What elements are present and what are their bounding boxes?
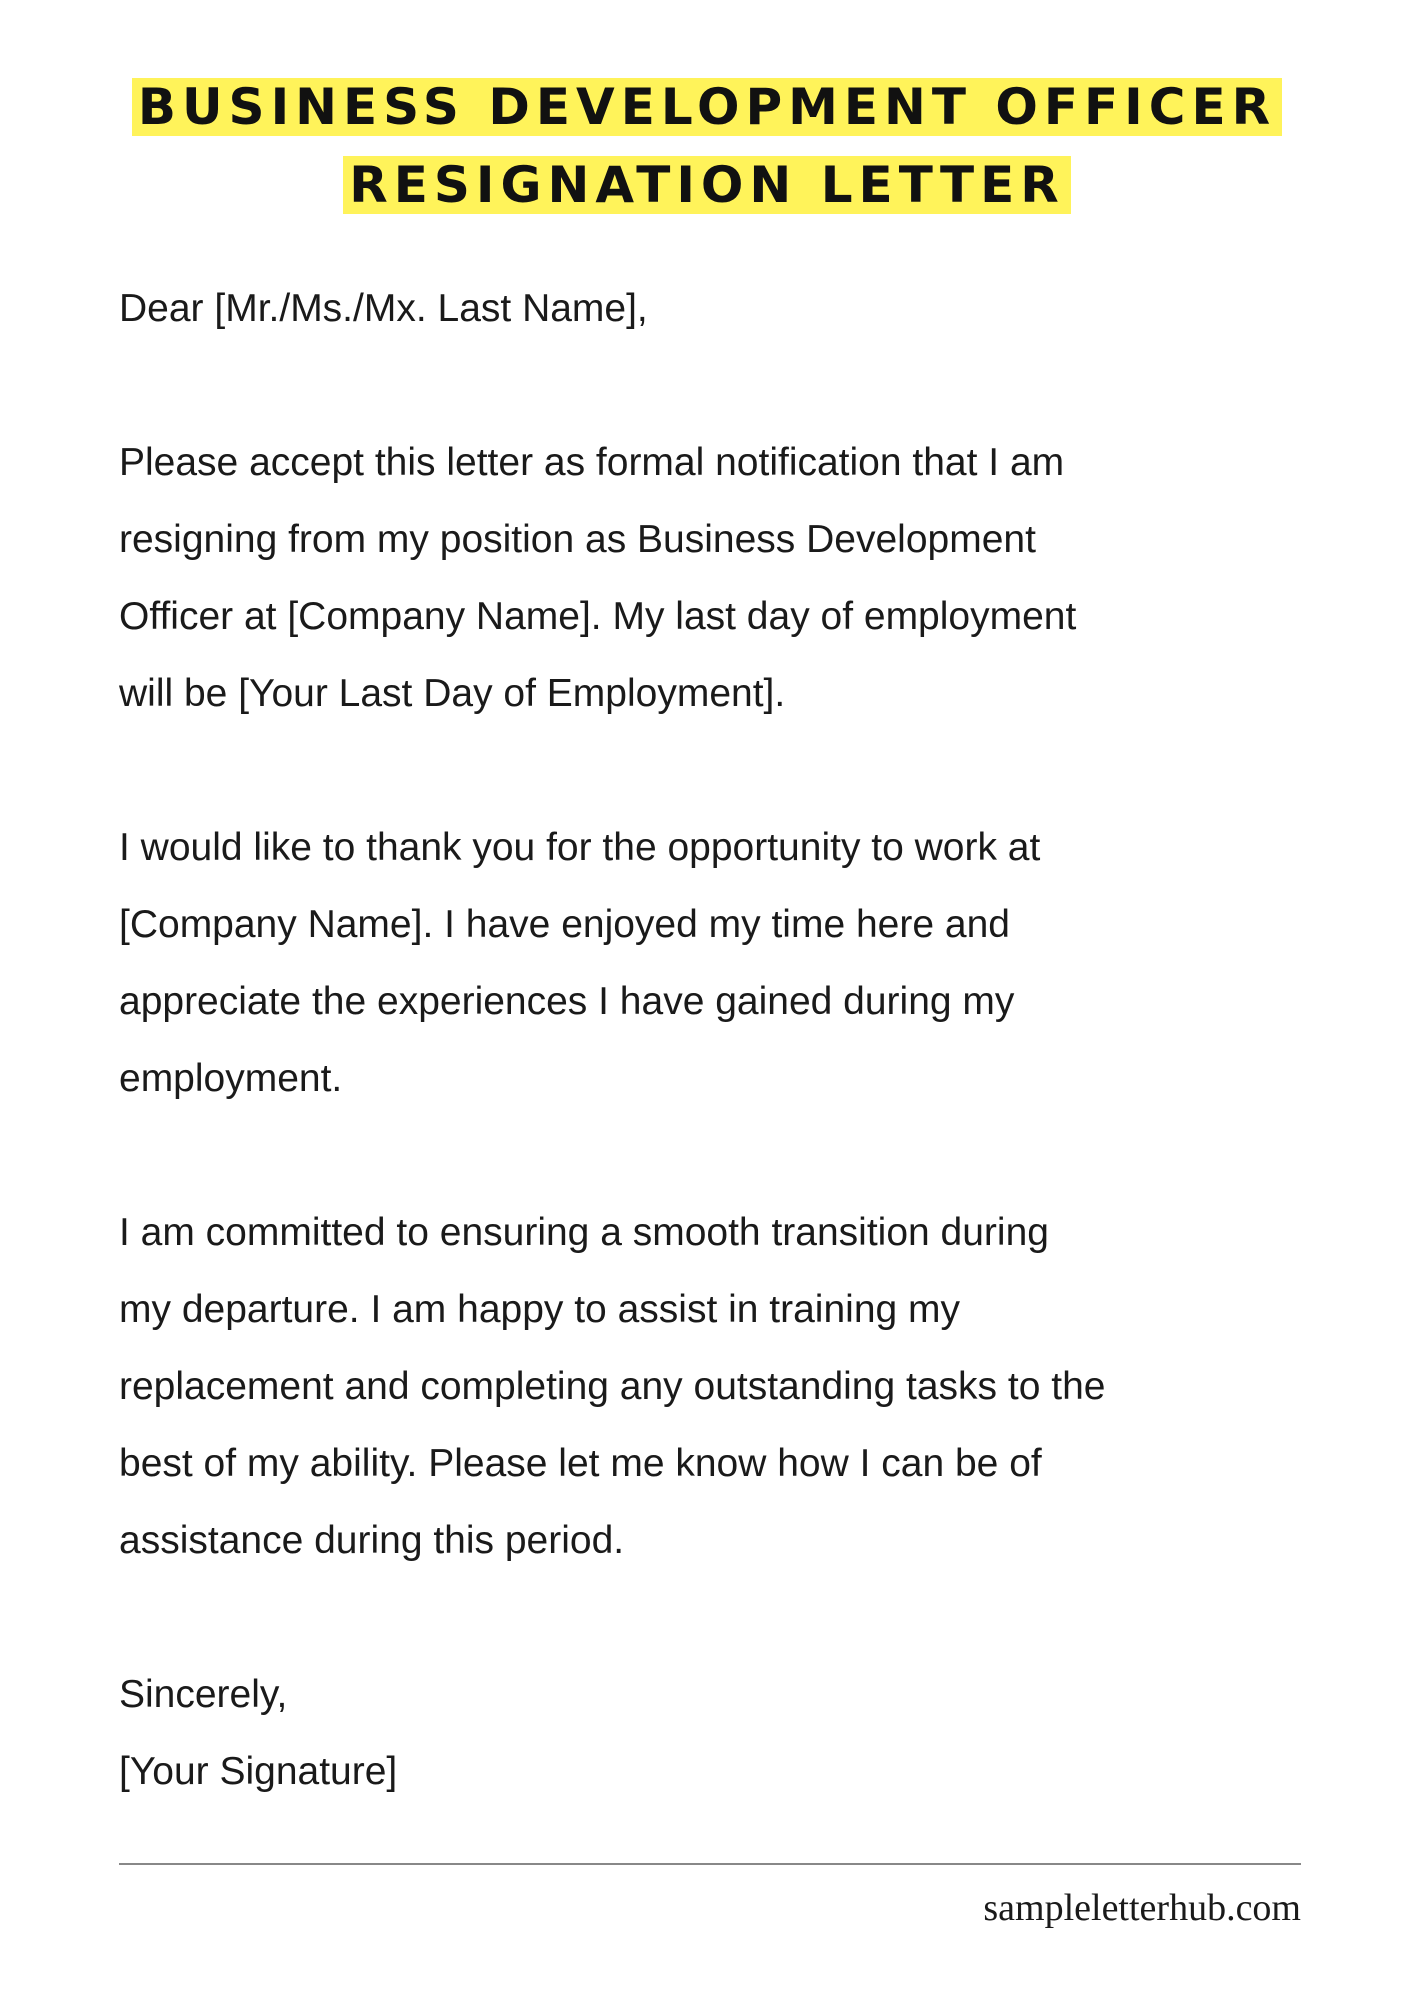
page-title [0,68,1414,224]
paragraph-gap [119,1579,1369,1656]
paragraph-3-line-1: I am committed to ensuring a smooth transition during [119,1211,1049,1254]
paragraph-2-line-3: appreciate the experiences I have gained during my [119,980,1015,1023]
paragraph-2 [119,809,1369,1117]
paragraph-1 [119,424,1369,732]
paragraph-gap [119,347,1369,424]
title-line-2: RESIGNATION LETTER [343,156,1070,214]
title-line-1: BUSINESS DEVELOPMENT OFFICER [132,78,1282,136]
paragraph-3-line-5: assistance during this period. [119,1519,625,1562]
footer-site: sampleletterhub.com [983,1887,1301,1929]
paragraph-2-line-1: I would like to thank you for the opportunity to work at [119,826,1041,869]
signature-placeholder: [Your Signature] [119,1750,398,1793]
letter-body [119,270,1369,1810]
closing: Sincerely, [119,1673,288,1716]
paragraph-gap [119,732,1369,809]
paragraph-2-line-4: employment. [119,1057,343,1100]
paragraph-1-line-4: will be [Your Last Day of Employment]. [119,672,786,715]
paragraph-3-line-2: my departure. I am happy to assist in training my [119,1288,961,1331]
salutation: Dear [Mr./Ms./Mx. Last Name], [119,287,648,330]
footer-divider [119,1863,1301,1865]
paragraph-1-line-2: resigning from my position as Business Development [119,518,1036,561]
paragraph-1-line-3: Officer at [Company Name]. My last day of employment [119,595,1077,638]
paragraph-2-line-2: [Company Name]. I have enjoyed my time here and [119,903,1010,946]
paragraph-1-line-1: Please accept this letter as formal notification that I am [119,441,1065,484]
paragraph-gap [119,1117,1369,1194]
paragraph-3 [119,1194,1369,1579]
paragraph-3-line-4: best of my ability. Please let me know how I can be of [119,1442,1042,1485]
paragraph-3-line-3: replacement and completing any outstanding tasks to the [119,1365,1106,1408]
